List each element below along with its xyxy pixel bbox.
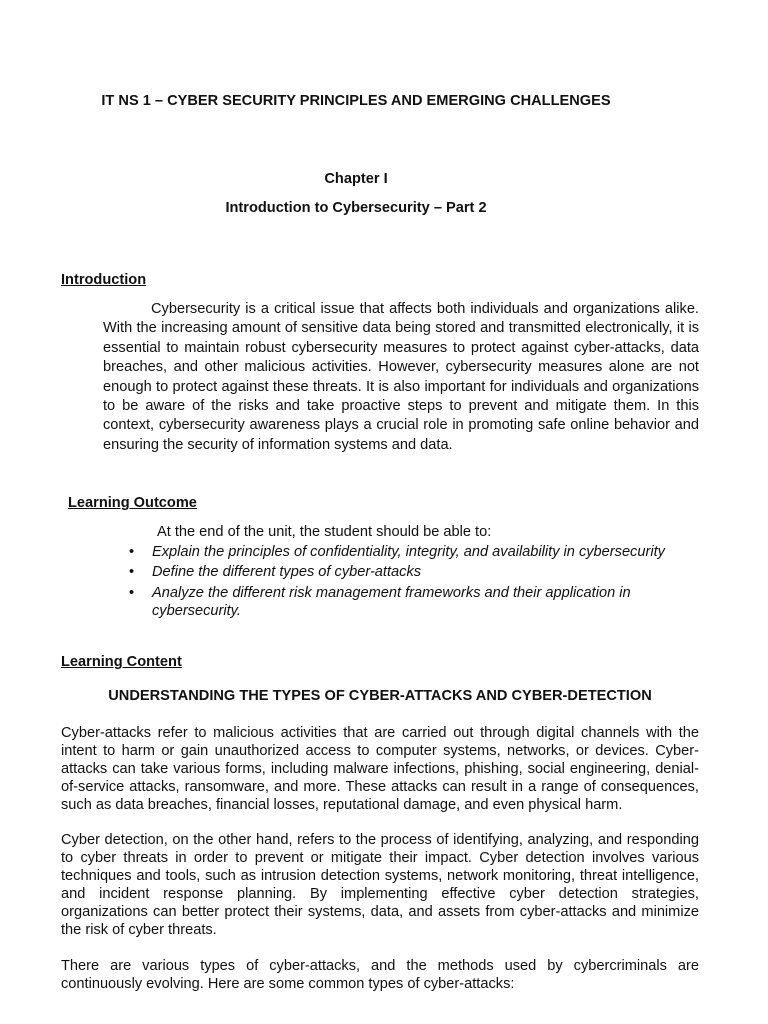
learning-outcome-lead: At the end of the unit, the student should be able to: — [157, 524, 492, 540]
bullet-icon: • — [129, 564, 135, 581]
list-item — [126, 563, 696, 581]
list-item — [126, 584, 696, 621]
outcome-item-text: Analyze the different risk management frameworks and their application in cybersecurity. — [152, 584, 631, 620]
outcome-item-text: Explain the principles of confidentiality, integrity, and availability in cybersecurity — [152, 544, 665, 560]
body-paragraph-cyber-detection: Cyber detection, on the other hand, refers to the process of identifying, analyzing, and responding to cyber threats in order to prevent or mitigate their impact. Cyber detection involves various techniques and tools, such as intrusion detection systems, network monitoring, threat intelligence, and incident response planning. By implementing effective cyber detection strategies, organizations can better protect their systems, data, and assets from cyber-attacks and minimize the risk of cyber threats. — [61, 832, 699, 938]
learning-outcome-list — [126, 543, 696, 623]
bullet-icon: • — [129, 544, 135, 560]
body-paragraph-types-intro: There are various types of cyber-attacks, and the methods used by cybercriminals are continuously evolving. Here are some common types of cyber-attacks: — [61, 958, 699, 992]
chapter-label: Chapter I — [324, 171, 388, 187]
bullet-icon: • — [129, 584, 135, 601]
outcome-item-text: Define the different types of cyber-attacks — [152, 564, 422, 581]
learning-content-heading: Learning Content — [61, 654, 182, 670]
learning-content-section-title: UNDERSTANDING THE TYPES OF CYBER-ATTACKS AND CYBER-DETECTION — [108, 688, 652, 704]
body-paragraph-cyber-attacks: Cyber-attacks refer to malicious activities that are carried out through digital channels with the intent to harm or gain unauthorized access to computer systems, networks, or devices. Cyber-attacks can take various forms, including malware infections, phishing, social engineering, denial-of-service attacks, ransomware, and more. These attacks can result in a range of consequences, such as data breaches, financial losses, reputational damage, and even physical harm. — [61, 725, 699, 813]
introduction-paragraph: Cybersecurity is a critical issue that affects both individuals and organizations alike. With the increasing amount of sensitive data being stored and transmitted electronically, it is essential to maintain robust cybersecurity measures to protect against cyber-attacks, data breaches, and other malicious activities. However, cybersecurity measures alone are not enough to protect against these threats. It is also important for individuals and organizations to be aware of the risks and take proactive steps to prevent and mitigate them. In this context, cybersecurity awareness plays a crucial role in promoting safe online behavior and ensuring the security of information systems and data. — [103, 301, 699, 453]
document-title: IT NS 1 – CYBER SECURITY PRINCIPLES AND EMERGING CHALLENGES — [101, 93, 611, 109]
chapter-subtitle: Introduction to Cybersecurity – Part 2 — [225, 200, 487, 216]
list-item — [126, 543, 696, 561]
learning-outcome-heading: Learning Outcome — [68, 495, 197, 511]
introduction-heading: Introduction — [61, 272, 147, 288]
